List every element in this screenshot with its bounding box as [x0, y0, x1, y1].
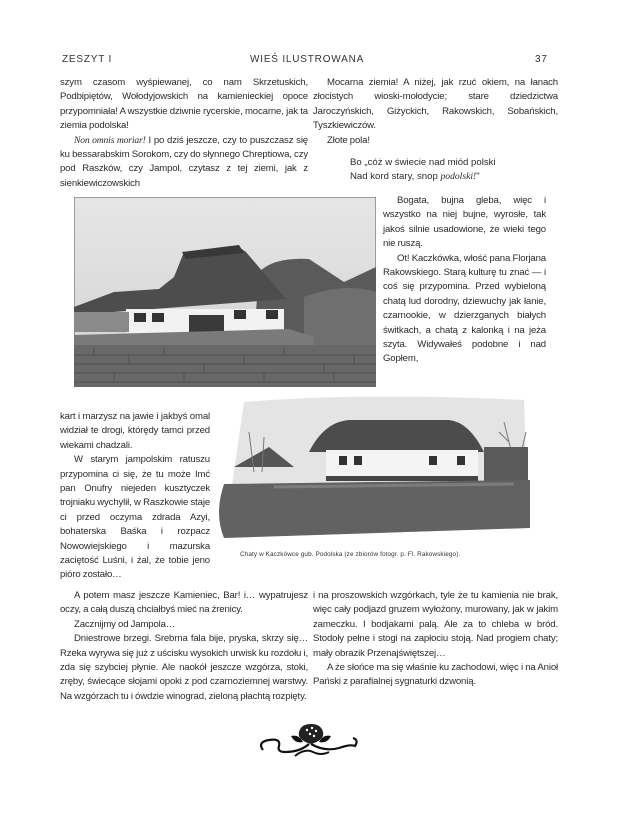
verse-quote-mark: " — [476, 171, 480, 183]
photo-whitewashed-cottage — [214, 392, 530, 538]
verse-line-1: Bo „cóż w świecie nad miód polski — [350, 157, 496, 168]
paragraph: Złote pola! — [327, 134, 370, 146]
paragraph: i na proszowskich wzgórkach, tyle że tu kamienia nie brak, więc cały podjazd gruzem wyłożony, murowany, jak w jakim zameczku. I bodjakami palą. Ale za to chleba w bród. Stodoły pełne i stogi na zapłociu stoją. Nad progiem chaty; mały obrazik Przenajświętszej… — [313, 590, 558, 659]
verse-text: Nad kord stary, snop — [350, 171, 441, 183]
photo-illustration — [214, 392, 530, 538]
top-left-column — [60, 76, 308, 191]
paragraph: Bogata, bujna gleba, więc i wszystko na niej bujne, wyrosłe, tak jakoś silnie usadowione, że wieki tego nie ruszą. — [383, 195, 546, 250]
top-right-column — [313, 76, 558, 148]
bottom-left-column — [60, 589, 308, 704]
paragraph: A potem masz jeszcze Kamieniec, Bar! i… wypatrujesz oczy, a całą duszą chciałbyś mieć na źrenicy. — [60, 590, 308, 616]
paragraph: Ot! Kaczkówka, włość pana Florjana Rakowskiego. Starą kulturę tu znać — i coś się przypomina. Przed wybieloną chatą lud dorodny, dziewuchy jak łanie, czarnookie, w dzierzganych białych świtkach, a chatą z kalonką i na jeża szyta. Widywałeś podobne i nad Gopłem, — [383, 252, 546, 365]
latin-phrase: Non omnis moriar! — [74, 134, 146, 146]
right-wrap-column — [383, 194, 546, 367]
paragraph: Zacznijmy od Jampola… — [74, 618, 176, 630]
page-number: 37 — [535, 54, 548, 65]
paragraph: kart i marzysz na jawie i jakbyś omal widział te drogi, którędy tamci przed wiekami chadzali. — [60, 411, 210, 451]
running-header-title: WIEŚ ILUSTROWANA — [250, 54, 365, 65]
paragraph: szym czasom wyśpiewanej, co nam Skrzetuskich, Podbipiętów, Wołodyjowskich na kamienieckiej opoce przypomniała! A wszystkie dziwnie rycerskie, mocarne, jak ta ziemia podolska! — [60, 77, 308, 132]
floral-ornament-icon — [255, 722, 367, 760]
verse-quote — [350, 156, 496, 185]
photo-cottage-stone-wall — [74, 197, 376, 387]
verse-italic: podolski! — [440, 171, 477, 183]
paragraph — [60, 134, 308, 192]
paragraph: A że słońce ma się właśnie ku zachodowi, więc i na Anioł Pański z parafialnej sygnaturki dzwonią. — [313, 662, 558, 688]
bottom-right-column — [313, 589, 558, 690]
running-header-left: ZESZYT I — [62, 54, 113, 65]
paragraph-text: I po dziś jeszcze, czy to puszczasz się ku bessarabskim Sorokom, czy do słynnego Chreptiowa, czy pod Raszków, czy Jampol, czytasz z tej ziemi, jak z sienkiewiczowskich — [60, 134, 308, 189]
paragraph: Dniestrowe brzegi. Srebrna fala bije, pryska, skrzy się… Rzeka wyrywa się już z uścisku wysokich urwisk ku rozdołu i, zda się szybciej płynie. Ale naokół jeszcze wzgórza, stoki, zręby, świecące słojami opoki z pod czarnoziemnej warstwy. Na wzgórzach tu i ówdzie winograd, zieloną płachtą rozpięty. — [60, 633, 308, 702]
paragraph: W starym jampolskim ratuszu przypomina ci się, że tu może Imć pan Onufry niejeden kusztyczek trojniaku wychylił, w Raszkowie staje ci przed oczyma zdrada Azyi, bohaterska Baśka i rozpacz Nowowiejskiego i mazurska zaciętość Luśni, i żal, że tobie jeno pióro zostało… — [60, 454, 210, 581]
left-wrap-column — [60, 410, 210, 583]
photo-caption: Chaty w Kaczkówce gub. Podolska (ze zbiorów fotogr. p. Fl. Rakowskiego). — [240, 551, 461, 558]
photo-illustration — [74, 197, 376, 387]
verse-line-2 — [350, 170, 496, 184]
paragraph: Mocarna ziemia! A niżej, jak rzuć okiem, na łanach złocistych wioski-mołodycie; stare dziedzictwa Jaroczyńskich, Giżyckich, Rakowskich, Sobańskich, Tyszkiewiczów. — [313, 77, 558, 132]
